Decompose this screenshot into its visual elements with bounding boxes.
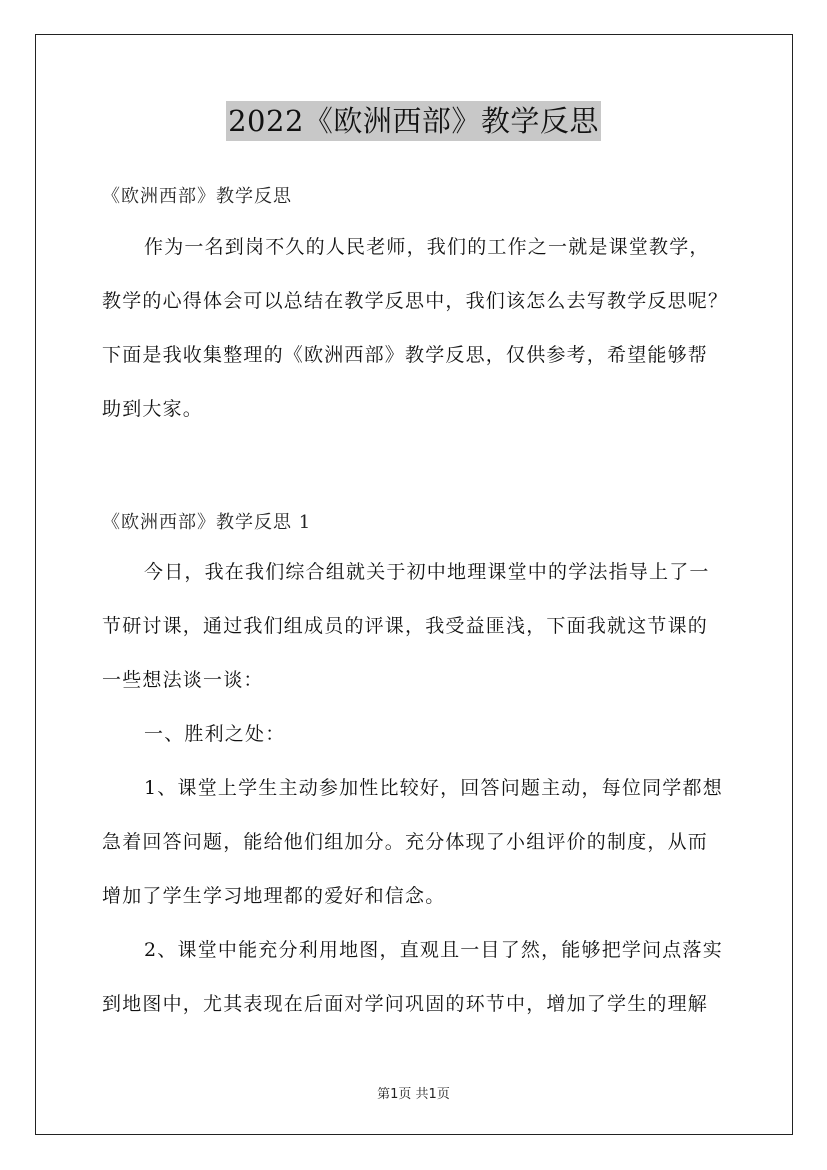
paragraph-line: 助到大家。 (102, 398, 204, 420)
body-paragraph (102, 545, 727, 1031)
paragraph-line: 1、课堂上学生主动参加性比较好，回答问题主动，每位同学都想 (144, 777, 723, 799)
paragraph-line: 一些想法谈一谈： (102, 669, 264, 691)
paragraph-line: 到地图中，尤其表现在后面对学问巩固的环节中，增加了学生的理解 (102, 993, 709, 1015)
paragraph-line: 增加了学生学习地理都的爱好和信念。 (102, 885, 446, 907)
paragraph-line: 2、课堂中能充分利用地图，直观且一目了然，能够把学问点落实 (144, 939, 723, 961)
section-title: 《欧洲西部》教学反思 1 (102, 512, 312, 533)
intro-paragraph (102, 220, 727, 436)
title-container (0, 101, 827, 141)
page-footer: 第1页 共1页 (377, 1087, 450, 1102)
paragraph-line: 今日，我在我们综合组就关于初中地理课堂中的学法指导上了一 (144, 561, 710, 583)
section-heading: 一、胜利之处： (144, 723, 286, 745)
document-subtitle: 《欧洲西部》教学反思 (102, 186, 292, 207)
paragraph-line: 作为一名到岗不久的人民老师，我们的工作之一就是课堂教学， (144, 236, 710, 258)
paragraph-line: 下面是我收集整理的《欧洲西部》教学反思，仅供参考，希望能够帮 (102, 344, 709, 366)
paragraph-line: 教学的心得体会可以总结在教学反思中，我们该怎么去写教学反思呢？ (102, 290, 729, 312)
paragraph-line: 急着回答问题，能给他们组加分。充分体现了小组评价的制度，从而 (102, 831, 709, 853)
document-title: 2022《欧洲西部》教学反思 (226, 101, 601, 141)
paragraph-line: 节研讨课，通过我们组成员的评课，我受益匪浅，下面我就这节课的 (102, 615, 709, 637)
